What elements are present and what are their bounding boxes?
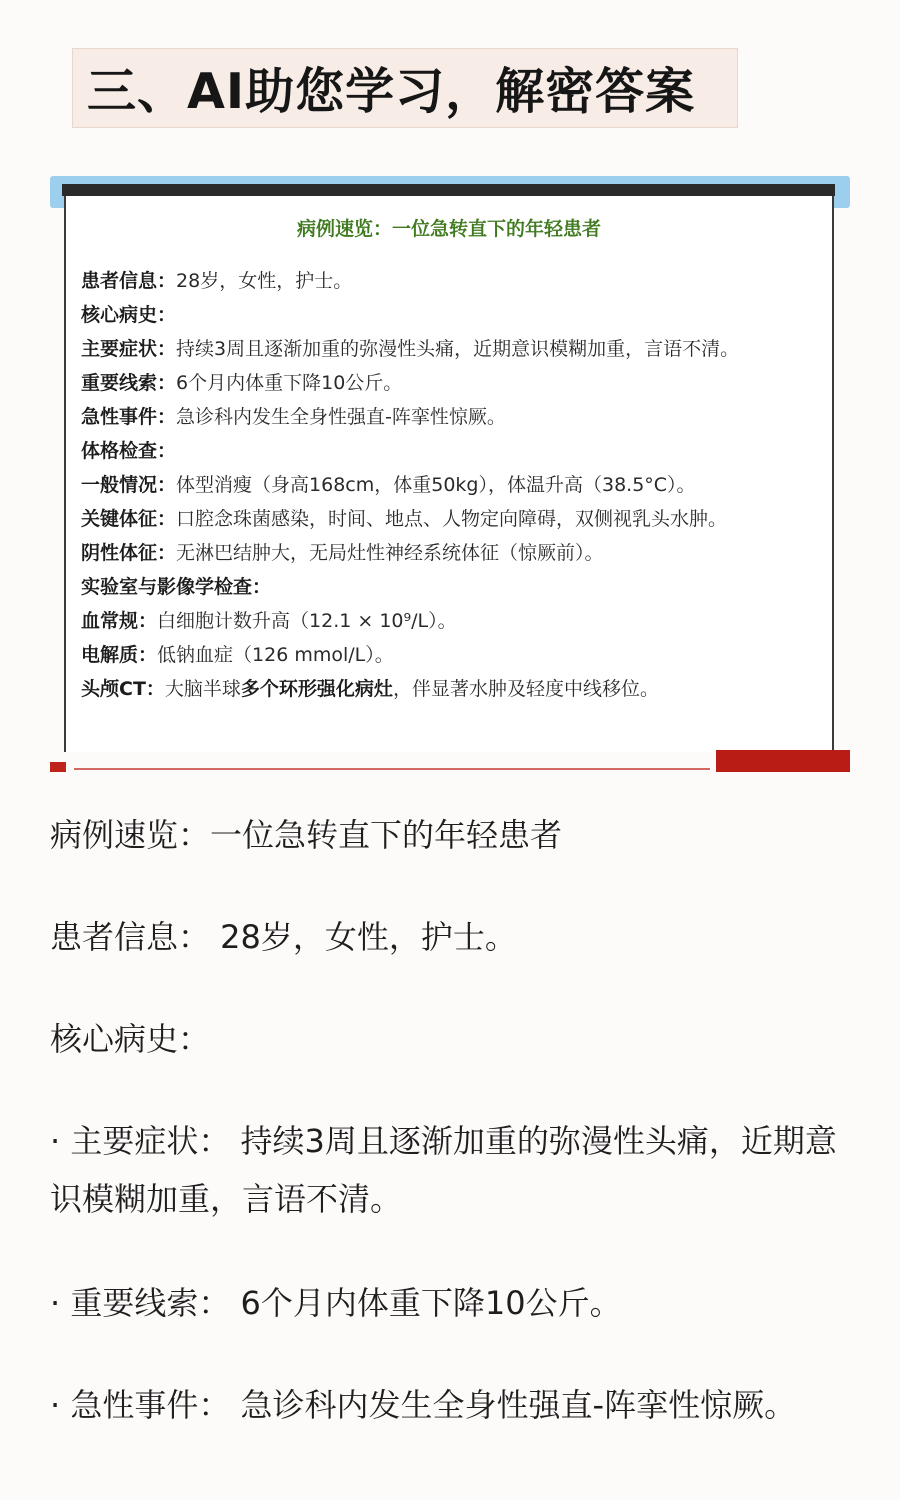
card-line-negative-signs: 阴性体征：无淋巴结肿大，无局灶性神经系统体征（惊厥前）。 xyxy=(81,542,604,564)
card-line-head-ct: 头颅CT：大脑半球多个环形强化病灶，伴显著水肿及轻度中线移位。 xyxy=(81,678,659,700)
card-top-bar xyxy=(62,184,835,196)
card-title: 病例速览：一位急转直下的年轻患者 xyxy=(296,218,601,240)
card-line-general: 一般情况：体型消瘦（身高168cm，体重50kg），体温升高（38.5°C）。 xyxy=(81,474,696,496)
section-heading-text: 三、AI助您学习，解密答案 xyxy=(87,63,696,120)
card-line-symptoms: 主要症状：持续3周且逐渐加重的弥漫性头痛，近期意识模糊加重，言语不清。 xyxy=(81,338,740,360)
card-lines xyxy=(81,264,821,706)
card-line-electrolytes: 电解质：低钠血症（126 mmol/L）。 xyxy=(81,644,394,666)
body-patient-info: 患者信息： 28岁，女性，护士。 xyxy=(50,918,517,956)
body-symptoms: · 主要症状： 持续3周且逐渐加重的弥漫性头痛，近期意识模糊加重，言语不清。 xyxy=(50,1122,837,1218)
card-paper xyxy=(64,196,834,752)
body-title-line: 病例速览：一位急转直下的年轻患者 xyxy=(50,816,563,854)
body-acute-event: · 急性事件： 急诊科内发生全身性强直-阵挛性惊厥。 xyxy=(50,1386,797,1424)
card-line-exam-heading: 体格检查： xyxy=(81,440,177,462)
body-history-heading: 核心病史： xyxy=(50,1020,211,1058)
section-heading xyxy=(72,48,738,128)
card-red-accent-left xyxy=(50,762,66,772)
card-line-history-heading: 核心病史： xyxy=(81,304,177,326)
card-line-key-signs: 关键体征：口腔念珠菌感染，时间、地点、人物定向障碍，双侧视乳头水肿。 xyxy=(81,508,728,530)
card-line-acute-event: 急性事件：急诊科内发生全身性强直-阵挛性惊厥。 xyxy=(81,406,506,428)
card-line-blood-count: 血常规：白细胞计数升高（12.1 × 10⁹/L）。 xyxy=(81,610,457,632)
body-clue: · 重要线索： 6个月内体重下降10公斤。 xyxy=(50,1284,622,1322)
card-red-rule xyxy=(74,768,710,770)
card-red-accent-right xyxy=(716,750,850,772)
card-line-lab-heading: 实验室与影像学检查： xyxy=(81,576,272,598)
card-line-patient-info: 患者信息：28岁，女性，护士。 xyxy=(81,270,353,292)
card-line-clue: 重要线索：6个月内体重下降10公斤。 xyxy=(81,372,403,394)
case-summary-card xyxy=(50,176,850,772)
